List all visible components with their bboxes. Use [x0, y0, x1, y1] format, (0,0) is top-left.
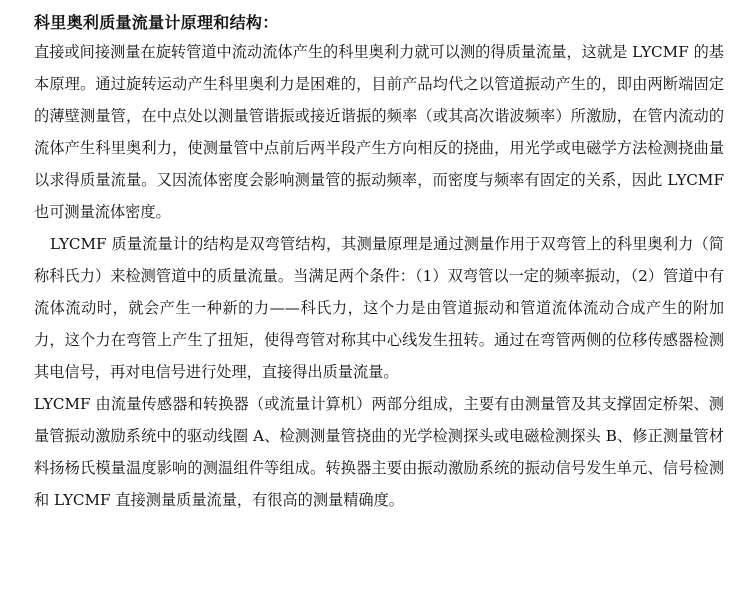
paragraph-components: LYCMF 由流量传感器和转换器（或流量计算机）两部分组成，主要有由测量管及其支撑固定桥架、测量管振动激励系统中的驱动线圈 A、检测测量管挠曲的光学检测探头或电磁检测探头 B、修正测量管材料扬杨氏模量温度影响的测温组件等组成。转换器主要由振动激励系统的振动信号发生单元、信号检测和 LYCMF 直接测量质量流量，有很高的测量精确度。: [34, 395, 724, 509]
paragraph-principle: 直接或间接测量在旋转管道中流动流体产生的科里奥利力就可以测的得质量流量，这就是 LYCMF 的基本原理。通过旋转运动产生科里奥利力是困难的，目前产品均代之以管道振动产生的，即由两断端固定的薄壁测量管，在中点处以测量管谐振或接近谐振的频率（或其高次谐波频率）所激励，在管内流动的流体产生科里奥利力，使测量管中点前后两半段产生方向相反的挠曲，用光学或电磁学方法检测挠曲量以求得质量流量。又因流体密度会影响测量管的振动频率，而密度与频率有固定的关系，因此 LYCMF 也可测量流体密度。: [34, 43, 724, 221]
document-page: [34, 12, 724, 516]
paragraph-structure: LYCMF 质量流量计的结构是双弯管结构，其测量原理是通过测量作用于双弯管上的科里奥利力（简称科氏力）来检测管道中的质量流量。当满足两个条件：（1）双弯管以一定的频率振动，（2）管道中有流体流动时，就会产生一种新的力——科氏力，这个力是由管道振动和管道流体流动合成产生的附加力，这个力在弯管上产生了扭矩，使得弯管对称其中心线发生扭转。通过在弯管两侧的位移传感器检测其电信号，再对电信号进行处理，直接得出质量流量。: [34, 235, 724, 381]
document-title: 科里奥利质量流量计原理和结构：: [34, 13, 279, 32]
